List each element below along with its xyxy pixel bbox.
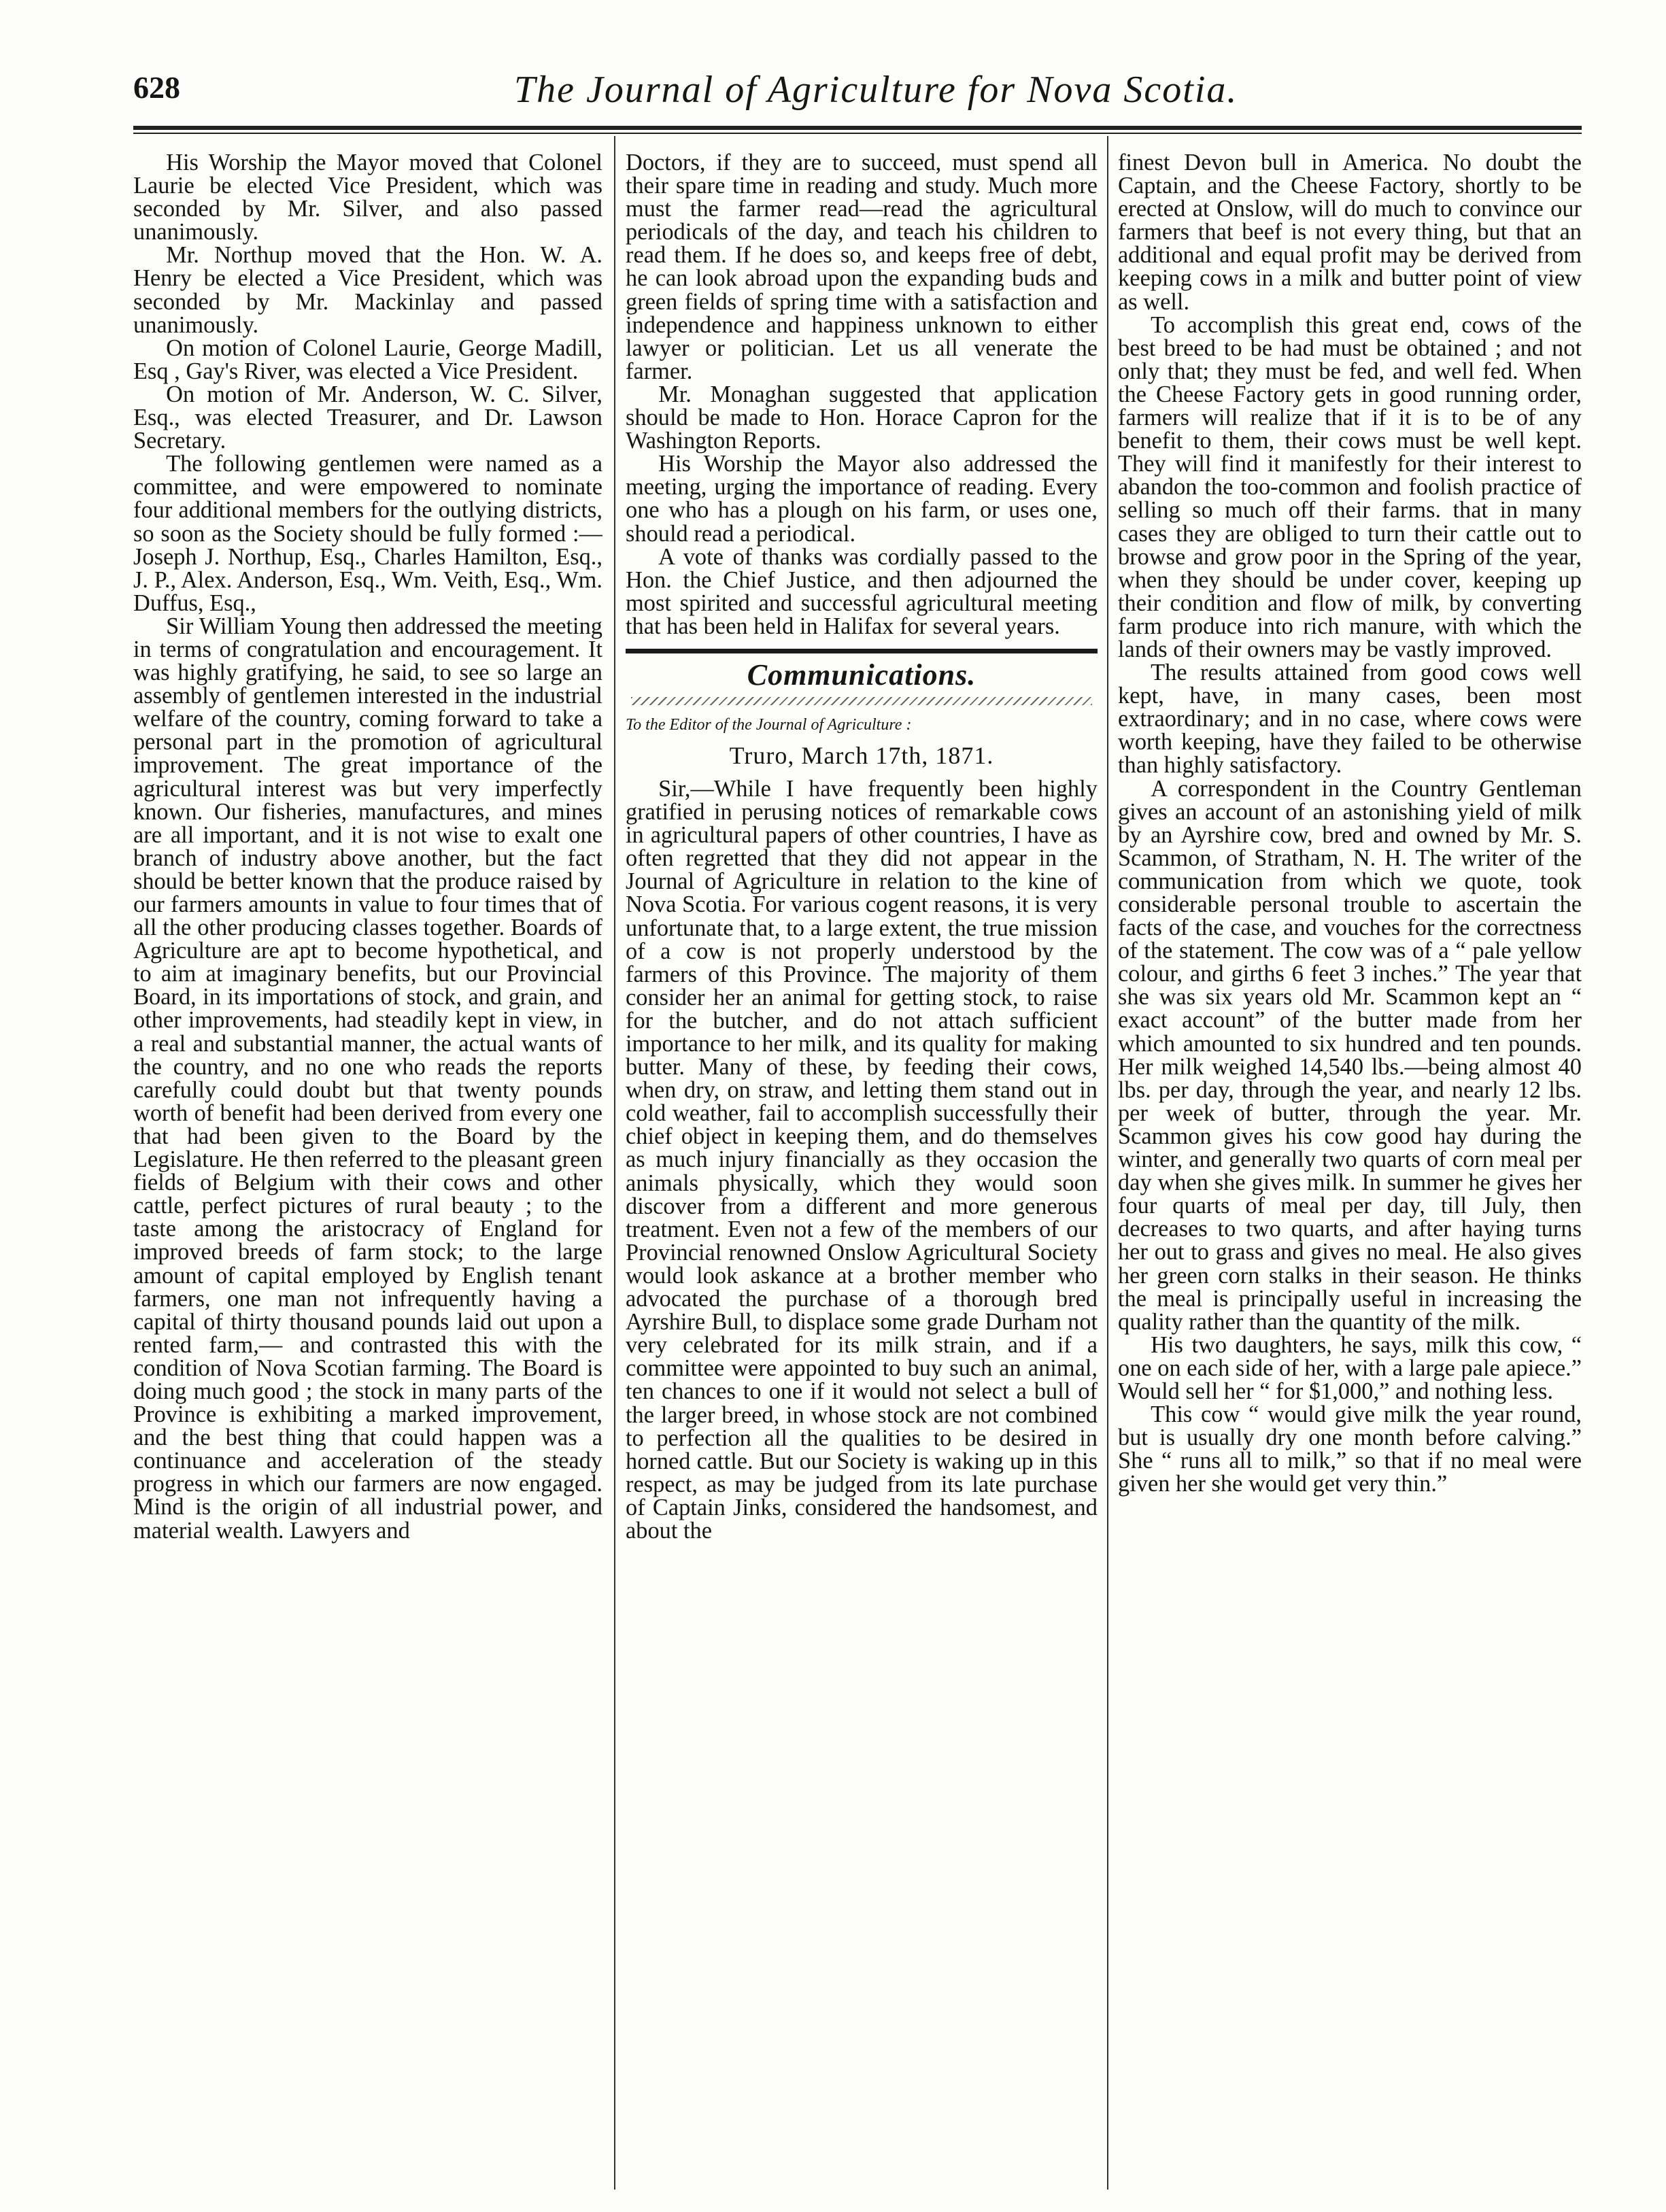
section-title: Communications. — [747, 658, 976, 692]
paragraph: This cow “ would give milk the year round, but is usually dry one month before calving.” She “ runs all to milk,” so that if no meal were given her she would get very thin.” — [1118, 1401, 1582, 1497]
paragraph: His Worship the Mayor moved that Colonel Laurie be elected Vice President, which was seconded by Mr. Silver, and also passed unanimously. — [133, 151, 602, 245]
page-number: 628 — [133, 70, 180, 105]
dateline: Truro, March 17th, 1871. — [729, 741, 994, 769]
decorative-wavy-rule — [631, 697, 1092, 705]
paragraph: His Worship the Mayor also addressed the meeting, urging the importance of reading. Every one who has a plough on his farm, or uses one, should read a periodical. — [626, 451, 1098, 547]
paragraph: On motion of Mr. Anderson, W. C. Silver, Esq., was elected Treasurer, and Dr. Lawson Secretary. — [133, 381, 602, 454]
journal-title: The Journal of Agriculture for Nova Scotia. — [514, 69, 1238, 111]
paragraph: Doctors, if they are to succeed, must spend all their spare time in reading and study. Much more must the farmer read—read the agricultural periodicals of the day, and teach his children to read them. If he does so, and keeps free of debt, he can look abroad upon the expanding buds and green fields of spring time with a satisfaction and independence and happiness unknown to either lawyer or politician. Let us all venerate the farmer. — [626, 151, 1098, 384]
header-rule — [133, 126, 1582, 134]
paragraph: finest Devon bull in America. No doubt the Captain, and the Cheese Factory, shortly to be erected at Onslow, will do much to convince our farmers that beef is not every thing, but that an additional and equal profit may be derived from keeping cows in a milk and butter point of view as well. — [1118, 151, 1582, 315]
paragraph: A vote of thanks was cordially passed to the Hon. the Chief Justice, and then adjourned the most spirited and successful agricultural meeting that has been held in Halifax for several years. — [626, 543, 1098, 639]
column-3 — [1118, 151, 1582, 2184]
paragraph: Mr. Northup moved that the Hon. W. A. Henry be elected a Vice President, which was seconded by Mr. Mackinlay and passed unanimously. — [133, 242, 602, 338]
paragraph: The results attained from good cows well kept, have, in many cases, been most extraordinary; and in no case, where cows were worth keeping, have they failed to be otherwise than highly satisfactory. — [1118, 660, 1582, 779]
page-header — [133, 65, 1582, 125]
column-divider — [1107, 136, 1108, 2190]
paragraph: On motion of Colonel Laurie, George Madill, Esq , Gay's River, was elected a Vice President. — [133, 335, 602, 384]
paragraph: His two daughters, he says, milk this cow, “ one on each side of her, with a large pale apiece.” Would sell her “ for $1,000,” and nothing less. — [1118, 1331, 1582, 1404]
column-divider — [614, 136, 615, 2190]
paragraph: Mr. Monaghan suggested that application should be made to Hon. Horace Capron for the Washington Reports. — [626, 381, 1098, 454]
paragraph: A correspondent in the Country Gentleman gives an account of an astonishing yield of milk by an Ayrshire cow, bred and owned by Mr. S. Scammon, of Stratham, N. H. The writer of the communication from which we quote, took considerable personal trouble to ascertain the facts of the case, and vouches for the correctness of the statement. The cow was of a “ pale yellow colour, and girths 6 feet 3 inches.” The year that she was six years old Mr. Scammon kept an “ exact account” of the butter made from her which amounted to six hundred and ten pounds. Her milk weighed 14,540 lbs.—being almost 40 lbs. per day, through the year, and nearly 12 lbs. per week of butter, through the year. Mr. Scammon gives his cow good hay during the winter, and generally two quarts of corn meal per day when she gives milk. In summer he gives her four quarts of meal per day, till July, then decreases to two quarts, and after haying turns her out to grass and gives no meal. He also gives her green corn stalks in their season. He thinks the meal is principally useful in increasing the quality rather than the quantity of the milk. — [1118, 775, 1582, 1335]
section-rule — [626, 649, 1098, 653]
column-1 — [133, 151, 602, 2184]
paragraph: Sir William Young then addressed the meeting in terms of congratulation and encouragement. It was highly gratifying, he said, to see so large an assembly of gentlemen interested in the industrial welfare of the country, coming forward to take a personal part in the promotion of agricultural improvement. The great importance of the agricultural interest was but very imperfectly known. Our fisheries, manufactures, and mines are all important, and it is not wise to exalt one branch of industry above another, but the fact should be better known that the produce raised by our farmers amounts in value to four times that of all the other producing classes together. Boards of Agriculture are apt to become hypothetical, and to aim at imaginary benefits, but our Provincial Board, in its importations of stock, and grain, and other improvements, had steadily kept in view, in a real and substantial manner, the actual wants of the country, and no one who reads the reports carefully could doubt but that twenty pounds worth of benefit had been derived from every one that had been given to the Board by the Legislature. He then referred to the pleasant green fields of Belgium with their cows and other cattle, perfect pictures of rural beauty ; to the taste among the aristocracy of England for improved breeds of farm stock; to the large amount of capital employed by English tenant farmers, one man not infrequently having a capital of thirty thousand pounds laid out upon a rented farm,— and contrasted this with the condition of Nova Scotian farming. The Board is doing much good ; the stock in many parts of the Province is exhibiting a marked improvement, and the best thing that could happen was a continuance and acceleration of the steady progress in which our farmers are now engaged. Mind is the origin of all industrial power, and material wealth. Lawyers and — [133, 613, 602, 1544]
paragraph: Sir,—While I have frequently been highly gratified in perusing notices of remarkable cows in agricultural papers of other countries, I have as often regretted that they did not appear in the Journal of Agriculture in relation to the kine of Nova Scotia. For various cogent reasons, it is very unfortunate that, to a large extent, the true mission of a cow is not properly understood by the farmers of this Province. The majority of them consider her an animal for getting stock, to raise for the butcher, and do not attach sufficient importance to her milk, and its quality for making butter. Many of these, by feeding their cows, when dry, on straw, and letting them stand out in cold weather, fail to accomplish successfully their chief object in keeping them, and do themselves as much injury financially as they occasion the animals physically, which they would soon discover from a different and more generous treatment. Even not a few of the members of our Provincial renowned Onslow Agricultural Society would look askance at a brother member who advocated the purchase of a thorough bred Ayrshire Bull, to displace some grade Durham not very celebrated for its milk strain, and if a committee were appointed to buy such an animal, ten chances to one if it would not select a bull of the larger breed, in whose stock are not combined to perfection all the qualities to be desired in horned cattle. But our Society is waking up in this respect, as may be judged from its late purchase of Captain Jinks, considered the handsomest, and about the — [626, 775, 1098, 1544]
editor-salutation: To the Editor of the Journal of Agriculture : — [626, 715, 912, 734]
paragraph: The following gentlemen were named as a committee, and were empowered to nominate four additional members for the outlying districts, so soon as the Society should be fully formed :—Joseph J. Northup, Esq., Charles Hamilton, Esq., J. P., Alex. Anderson, Esq., Wm. Veith, Esq., Wm. Duffus, Esq., — [133, 451, 602, 616]
paragraph: To accomplish this great end, cows of the best breed to be had must be obtained ; and not only that; they must be fed, and well fed. When the Cheese Factory gets in good running order, farmers will realize that if it is to be of any benefit to them, their cows must be well kept. They will find it manifestly for their interest to abandon the too-common and foolish practice of selling so much off their farms. that in many cases they are obliged to turn their cattle out to browse and grow poor in the Spring of the year, when they should be under cover, keeping up their condition and flow of milk, by converting farm produce into rich manure, with which the lands of their owners may be vastly improved. — [1118, 311, 1582, 662]
column-2 — [626, 151, 1098, 2184]
